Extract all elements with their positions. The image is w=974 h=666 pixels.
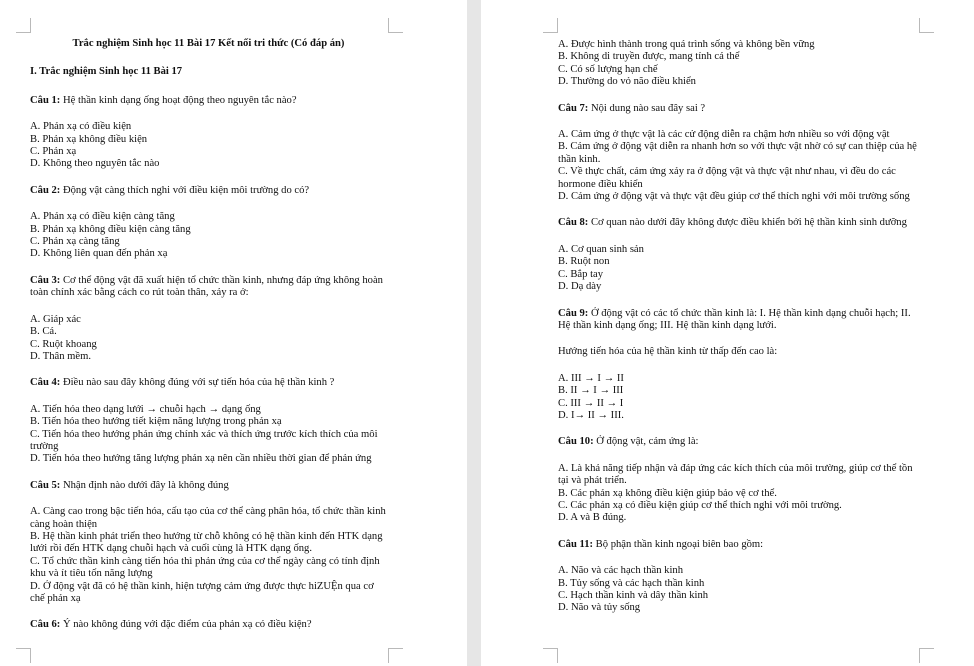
option: D. Thân mềm.: [30, 350, 92, 362]
question-2-options: [30, 211, 387, 261]
option: D. Não và tủy sống: [558, 602, 641, 614]
option: A. Cảm ứng ở thực vật là các cử động diễn ra chậm hơn nhiều so với động vật: [558, 129, 890, 141]
page-corner-mark: [388, 18, 403, 33]
option: C. Các phản xạ có điều kiện giúp cơ thể thích nghi với môi trường.: [558, 499, 842, 511]
option: C. Tổ chức thần kinh càng tiến hóa thì phản ứng của cơ thể ngày càng có tính định khu và ít tiêu tốn năng lượng: [30, 555, 380, 580]
option: D. Thường do vỏ não điều khiển: [558, 76, 696, 88]
option: D. A và B đúng.: [558, 512, 627, 524]
option: A. Não và các hạch thần kinh: [558, 565, 684, 577]
option: B. Không di truyền được, mang tính cá thể: [558, 51, 740, 63]
question-5: Câu 5: Nhận định nào dưới đây là không đúng: [30, 479, 229, 491]
option: A. Là khả năng tiếp nhận và đáp ứng các kích thích của môi trường, giúp cơ thể tồn tại và phát triển.: [558, 462, 913, 487]
option: C. Có số lượng hạn chế: [558, 63, 658, 75]
option: D. Dạ dày: [558, 281, 602, 293]
question-4: Câu 4: Điều nào sau đây không đúng với sự tiến hóa của hệ thần kinh ?: [30, 377, 335, 389]
option: C. Hạch thần kinh và dây thần kinh: [558, 590, 709, 601]
question-10-options: [558, 463, 918, 525]
section-heading: I. Trắc nghiệm Sinh học 11 Bài 17: [30, 66, 183, 78]
page-corner-mark: [543, 18, 558, 33]
page-corner-mark: [919, 648, 934, 663]
option: B. Phản xạ không điều kiện: [30, 133, 148, 145]
question-11-options: [558, 565, 918, 615]
page-gap: [467, 0, 481, 666]
question-11: Câu 11: Bộ phận thần kinh ngoại biên bao gồm:: [558, 538, 764, 550]
option: D. Không liên quan đến phản xạ: [30, 248, 168, 260]
option: B. Tủy sống và các hạch thần kinh: [558, 577, 705, 589]
option: B. Phản xạ không điều kiện càng tăng: [30, 223, 191, 235]
question-1: Câu 1: Hệ thần kinh dạng ống hoạt động theo nguyên tắc nào?: [30, 94, 297, 106]
option: C. III → II → I: [558, 397, 624, 409]
page-corner-mark: [388, 648, 403, 663]
option: A. Cơ quan sinh sản: [558, 243, 644, 255]
question-4-options: [30, 404, 387, 466]
option: A. Càng cao trong bậc tiến hóa, cấu tạo của cơ thể càng phân hóa, tổ chức thần kinh càng hoàn thiện: [30, 506, 386, 530]
question-2: Câu 2: Động vật càng thích nghi với điều kiện môi trường do có?: [30, 184, 310, 196]
option: A. Được hình thành trong quá trình sống và không bền vững: [558, 39, 815, 50]
question-7: Câu 7: Nội dung nào sau đây sai ?: [558, 102, 706, 114]
option: C. Ruột khoang: [30, 338, 97, 350]
question-6: Câu 6: Ý nào không đúng với đặc điểm của phản xạ có điều kiện?: [30, 619, 312, 631]
option: A. Phản xạ có điều kiện: [30, 121, 132, 133]
option: B. Tiến hóa theo hướng tiết kiệm năng lượng trong phản xạ: [30, 416, 282, 428]
document-page-left: [0, 0, 467, 666]
page-corner-mark: [16, 648, 31, 663]
option: C. Phản xạ: [30, 146, 77, 158]
question-5-options: [30, 506, 387, 605]
document-title: Trắc nghiệm Sinh học 11 Bài 17 Kết nối tri thức (Có đáp án): [72, 38, 345, 49]
option: A. Tiến hóa theo dạng lưới → chuỗi hạch → dạng ống: [30, 403, 261, 415]
question-8-options: [558, 244, 918, 294]
option: C. Tiến hóa theo hướng phản ứng chính xác và thích ứng trước kích thích của môi trường: [30, 428, 378, 452]
option: A. III → I → II: [558, 372, 624, 384]
page-corner-mark: [16, 18, 31, 33]
question-6-options: [558, 39, 918, 89]
question-9: Câu 9: Ở động vật có các tổ chức thần kinh là: I. Hệ thần kinh dạng chuỗi hạch; II. Hệ thần kinh dạng ống; III. Hệ thần kinh dạng lưới.: [558, 307, 911, 331]
option: D. Tiến hóa theo hướng tăng lượng phản xạ nên cần nhiều thời gian để phản ứng: [30, 453, 372, 465]
page-corner-mark: [919, 18, 934, 33]
option: D. I→ II → III.: [558, 409, 624, 421]
option: C. Phản xạ càng tăng: [30, 236, 120, 248]
question-1-options: [30, 121, 387, 171]
option: C. Về thực chất, cảm ứng xảy ra ở động vật và thực vật như nhau, vì đều do các hormone điều khiển: [558, 166, 896, 190]
option: B. II → I → III: [558, 385, 624, 397]
option: D. Không theo nguyên tắc nào: [30, 158, 160, 170]
option: A. Phản xạ có điều kiện càng tăng: [30, 211, 175, 223]
option: D. Ở động vật đã có hệ thần kinh, hiện tượng cảm ứng được thực hiZUỆn qua cơ chế phản xạ: [30, 580, 374, 604]
question-7-options: [558, 129, 918, 203]
option: A. Giáp xác: [30, 313, 81, 325]
option: C. Bắp tay: [558, 268, 604, 280]
page-body: [30, 38, 387, 646]
option: B. Cảm ứng ở động vật diễn ra nhanh hơn so với thực vật nhờ có sự can thiệp của hệ thần kinh.: [558, 141, 917, 165]
option: B. Cá.: [30, 326, 57, 338]
page-corner-mark: [543, 648, 558, 663]
option: B. Các phản xạ không điều kiện giúp bảo vệ cơ thể.: [558, 487, 777, 499]
question-9-prompt: Hướng tiến hóa của hệ thần kinh từ thấp đến cao là:: [558, 346, 778, 358]
option: B. Hệ thần kinh phát triển theo hướng từ chỗ không có hệ thần kinh đến HTK dạng lưới rồi đến HTK dạng chuỗi hạch và cuối cùng là HTK dạng ống.: [30, 530, 383, 555]
question-8: Câu 8: Cơ quan nào dưới đây không được điều khiển bởi hệ thần kinh sinh dưỡng: [558, 217, 907, 229]
option: D. Cảm ứng ở động vật và thực vật đều giúp cơ thể thích nghi với môi trường sống: [558, 191, 910, 203]
question-9-options: [558, 373, 918, 423]
page-body: [558, 39, 918, 629]
document-page-right: [481, 0, 974, 666]
question-3: Câu 3: Cơ thể động vật đã xuất hiện tổ chức thần kinh, nhưng đáp ứng không hoàn toàn chính xác bằng cách co rút toàn thân, xảy ra ở:: [30, 274, 383, 299]
question-10: Câu 10: Ở động vật, cảm ứng là:: [558, 436, 699, 448]
option: B. Ruột non: [558, 256, 610, 268]
question-3-options: [30, 314, 387, 364]
